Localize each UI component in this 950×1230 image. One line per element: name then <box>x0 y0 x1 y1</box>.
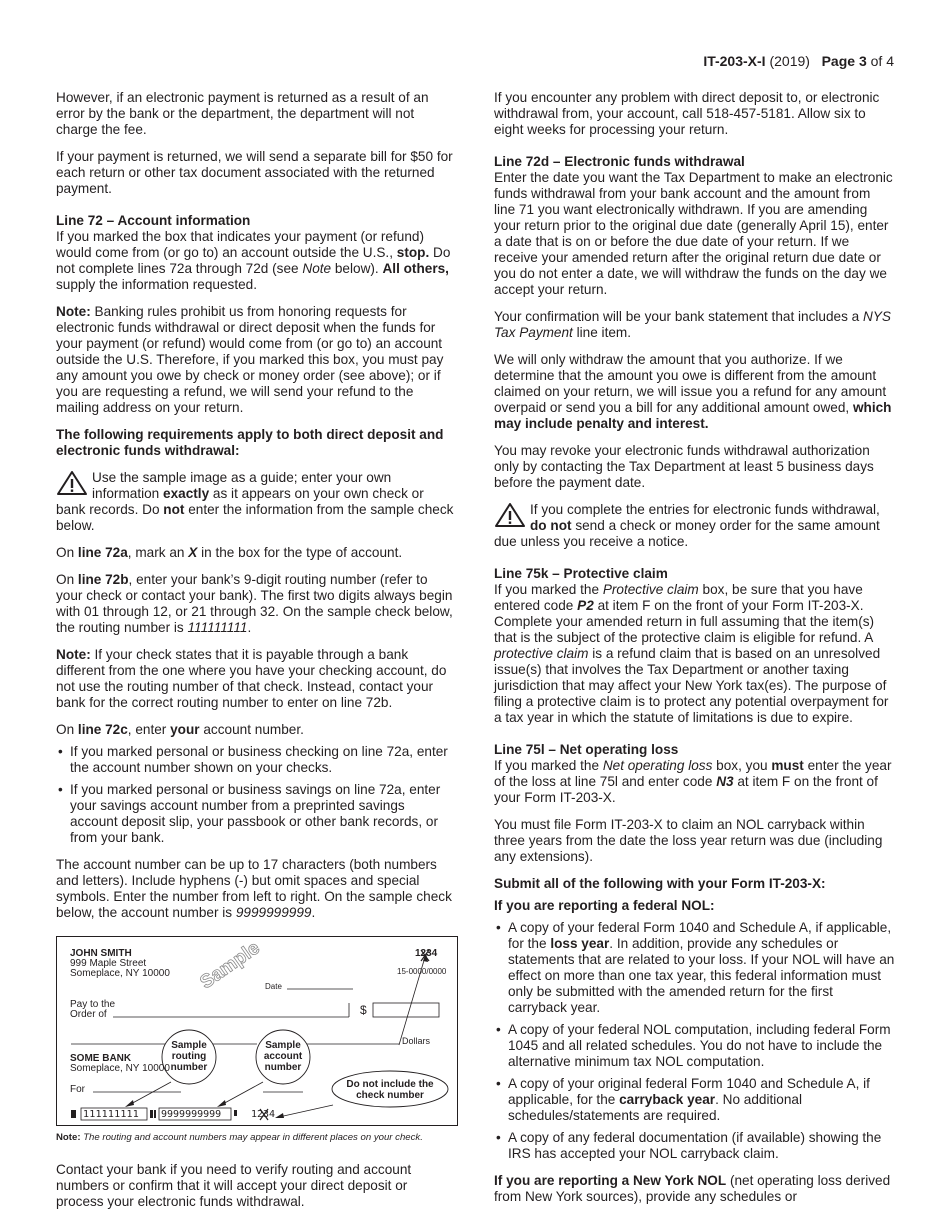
payable-through-note: Note: If your check states that it is payable through a bank different from the one where you have your checking account, do not use the routing number of that check. Instead, contact your bank for the correct routing number to enter on line 72b. <box>56 647 447 710</box>
sample-warning: Use the sample image as a guide; enter your own information exactly as it appears on your own check or bank records. Do not enter the information from the sample check below. <box>56 470 454 533</box>
micr-account-number: 9999999999 <box>161 1109 222 1120</box>
check-number-callout: Do not include the check number <box>346 1079 434 1101</box>
left-column <box>56 90 456 1210</box>
line-72b-paragraph: On line 72b, enter your bank’s 9-digit routing number (refer to your check or contact your bank). The first two digits always begin with 01 through 12, or 21 through 32. On the sample check below, the routing number is 111111111. <box>56 572 453 635</box>
withdraw-amount-paragraph: We will only withdraw the amount that you authorize. If we determine that the amount you owe is different from the amount claimed on your return, we will issue you a refund for any amount overpaid or send you a bill for any additional amount owed, which may include penalty and interest. <box>494 352 892 431</box>
account-number-paragraph: The account number can be up to 17 characters (both numbers and letters). Include hyphens (-) but omit spaces and special symbols. Enter the number from left to right. On the sample check below, the account number is 9999999999. <box>56 857 452 920</box>
check-fraction: 15-0000/0000 <box>397 967 447 976</box>
right-column <box>494 90 895 1205</box>
federal-nol-heading: If you are reporting a federal NOL: <box>494 898 715 913</box>
list-item: • A copy of your federal NOL computation, including federal Form 1045 and all related schedules. You do not have to include the alternative minimum tax NOL computation. <box>494 1022 895 1070</box>
page-word: Page <box>821 53 856 69</box>
sample-check <box>56 936 458 1126</box>
warning-icon <box>56 470 88 496</box>
check-dollars-label: Dollars <box>402 1036 431 1046</box>
form-year: (2019) <box>769 53 810 69</box>
line-72d-heading: Line 72d – Electronic funds withdrawal <box>494 154 745 169</box>
list-item: • A copy of your federal Form 1040 and Schedule A, if applicable, for the loss year. In addition, provide any schedules or statements that are related to your loss. If your NOL will have an effect on more than one tax year, this federal information must only be submitted with the amended return for the first carryback year. <box>494 920 895 1016</box>
line-72c-paragraph: On line 72c, enter your account number. <box>56 722 304 737</box>
revoke-paragraph: You may revoke your electronic funds withdrawal authorization only by contacting the Tax Department at least 5 business days before the payment date. <box>494 443 874 490</box>
banking-note: Note: Banking rules prohibit us from honoring requests for electronic funds withdrawal or direct deposit when the funds for your payment (or refund) would come from (or go to) an account outside the U.S. Therefore, if you marked this box, you must pay any amount you owe by check or money order (see above); or if you are requesting a refund, we will send your refund to the mailing address on your return. <box>56 304 444 415</box>
submit-heading: Submit all of the following with your Form IT-203-X: <box>494 876 826 891</box>
check-note: Note: The routing and account numbers may appear in different places on your check. <box>56 1132 423 1143</box>
check-bank-city: Someplace, NY 10000 <box>70 1063 170 1074</box>
problem-paragraph: If you encounter any problem with direct deposit to, or electronic withdrawal from, your account, call 518-457-5181. Allow six to eight weeks for processing your return. <box>494 90 880 137</box>
warning-icon <box>494 502 526 528</box>
ny-nol-paragraph: If you are reporting a New York NOL (net operating loss derived from New York sources), provide any schedules or <box>494 1173 891 1204</box>
page-total: of 4 <box>870 53 894 69</box>
confirmation-paragraph: Your confirmation will be your bank statement that includes a NYS Tax Payment line item. <box>494 309 891 340</box>
line-72a-paragraph: On line 72a, mark an X in the box for the type of account. <box>56 545 403 560</box>
account-number-bullets <box>56 744 456 846</box>
page-header <box>703 53 894 69</box>
withdrawal-warning: If you complete the entries for electronic funds withdrawal, do not send a check or money order for the same amount due unless you receive a notice. <box>494 502 880 549</box>
returned-payment-paragraph: However, if an electronic payment is returned as a result of an error by the bank or the department, the department will not charge the fee. <box>56 90 429 137</box>
line-75k-heading: Line 75k – Protective claim <box>494 566 668 581</box>
micr-routing-number: 111111111 <box>83 1109 139 1120</box>
check-sample-watermark: Sample <box>196 937 264 994</box>
list-item: • A copy of any federal documentation (if available) showing the IRS has accepted your NOL carryback claim. <box>494 1130 895 1162</box>
contact-bank-paragraph: Contact your bank if you need to verify routing and account numbers or confirm that it will accept your direct deposit or process your electronic funds withdrawal. <box>56 1162 412 1209</box>
check-date-label: Date <box>265 982 282 991</box>
requirements-heading: The following requirements apply to both direct deposit and electronic funds withdrawal: <box>56 427 444 458</box>
check-payer-street: 999 Maple Street <box>70 958 147 969</box>
check-for-label: For <box>70 1084 85 1095</box>
check-payer-city: Someplace, NY 10000 <box>70 968 170 979</box>
check-number: 1234 <box>415 948 438 959</box>
line-75l-paragraph: If you marked the Net operating loss box, you must enter the year of the loss at line 75l and enter code N3 at item F on the front of your Form IT-203-X. <box>494 758 892 805</box>
check-order-of-label: Order of <box>70 1009 107 1020</box>
account-number-callout: Sample account number <box>263 1040 303 1073</box>
line-72d-paragraph: Enter the date you want the Tax Department to make an electronic funds withdrawal from your bank account and the amount from line 71 you want electronically withdrawn. If you are amending your return prior to the original due date (generally April 15), enter a date that is on or before the due date of your return. If we receive your amended return after the original return due date or you do not enter a date, we will withdraw the funds on the day we accept your return. <box>494 170 893 297</box>
list-item: • A copy of your original federal Form 1040 and Schedule A, if applicable, for the carryback year. No additional schedules/statements are required. <box>494 1076 895 1124</box>
separate-bill-paragraph: If your payment is returned, we will send a separate bill for $50 for each return or other tax document associated with the returned payment. <box>56 149 453 196</box>
list-item: • If you marked personal or business savings on line 72a, enter your savings account number from a preprinted savings account deposit slip, your passbook or other bank records, or from your bank. <box>56 782 456 846</box>
check-payer-name: JOHN SMITH <box>70 948 132 959</box>
line-72-paragraph: If you marked the box that indicates your payment (or refund) would come from (or go to) an account outside the U.S., stop. Do not complete lines 72a through 72d (see Note below). All others, supply the information requested. <box>56 229 451 292</box>
routing-number-callout: Sample routing number <box>170 1040 208 1073</box>
check-pay-to-label: Pay to the <box>70 999 116 1010</box>
form-number: IT-203-X-I <box>703 53 766 69</box>
line-75l-heading: Line 75l – Net operating loss <box>494 742 679 757</box>
federal-nol-bullets <box>494 920 895 1162</box>
nol-paragraph: You must file Form IT-203-X to claim an NOL carryback within three years from the date the loss year return was due (including any extensions). <box>494 817 883 864</box>
check-dollar-sign: $ <box>360 1003 367 1017</box>
page-number: 3 <box>858 53 867 69</box>
check-bank-name: SOME BANK <box>70 1053 132 1064</box>
line-75k-paragraph: If you marked the Protective claim box, be sure that you have entered code P2 at item F on the front of your Form IT-203-X. Complete your amended return in full assuming that the item(s) that is the subject of the protective claim is eligible for refund. A protective claim is a refund claim that is based on an unresolved issue(s) that involves the Tax Department or another taxing jurisdiction that may affect your New York tax(es). The purpose of filing a protective claim is to protect any potential overpayment for a tax year in which the statute of limitations is due to expire. <box>494 582 889 725</box>
micr-check-number: 1234 <box>251 1109 276 1120</box>
line-72-heading: Line 72 – Account information <box>56 213 251 228</box>
list-item: • If you marked personal or business checking on line 72a, enter the account number shown on your checks. <box>56 744 456 776</box>
